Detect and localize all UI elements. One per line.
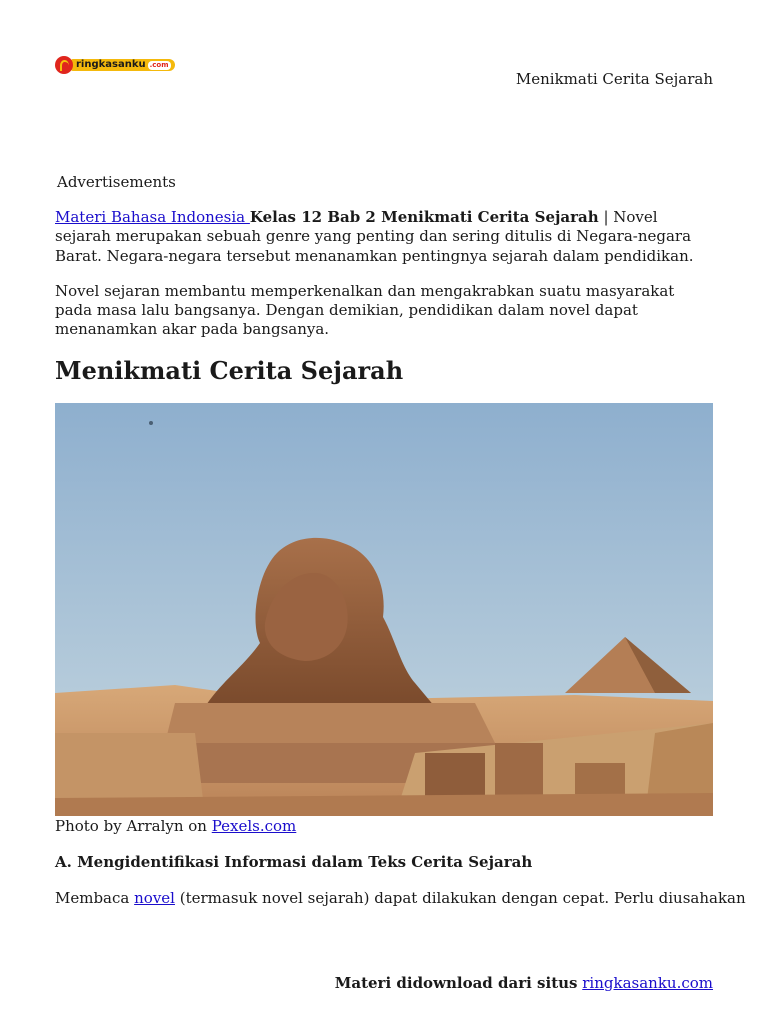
- footer-text: Materi didownload dari situs: [334, 974, 578, 992]
- materi-bahasa-indonesia-link[interactable]: Materi Bahasa Indonesia: [55, 208, 250, 226]
- header-title: Menikmati Cerita Sejarah: [515, 70, 713, 88]
- caption-prefix: Photo by Arralyn on: [55, 817, 212, 835]
- intro-bold-text: Kelas 12 Bab 2 Menikmati Cerita Sejarah: [249, 208, 599, 226]
- ads-label: Advertisements: [57, 173, 176, 191]
- intro-rest-text: Novel sejarah merupakan sebuah genre yang penting dan sering ditulis di Negara-negara Barat. Negara-negara tersebut menanamkan pentingnya sejarah dalam pendidikan.: [55, 208, 694, 265]
- paragraph3-after: (termasuk novel sejarah) dapat dilakukan dengan cepat. Perlu diusahakan: [174, 889, 746, 907]
- intro-separator: |: [598, 208, 614, 226]
- novel-link[interactable]: novel: [134, 889, 175, 907]
- logo-mark-icon: [55, 56, 73, 74]
- sphinx-photo: [55, 403, 713, 816]
- logo-suffix: .com: [149, 60, 169, 69]
- photo-caption: [55, 817, 296, 835]
- section-title: Menikmati Cerita Sejarah: [55, 356, 404, 385]
- footer: [335, 974, 713, 992]
- site-logo[interactable]: [55, 56, 175, 74]
- logo-text: ringkasanku: [76, 59, 146, 70]
- intro-paragraph: [55, 208, 715, 266]
- third-paragraph: [55, 889, 746, 907]
- footer-site-link[interactable]: ringkasanku.com: [582, 974, 713, 992]
- logo-wordmark: [71, 59, 175, 71]
- second-paragraph: Novel sejaran membantu memperkenalkan dan mengakrabkan suatu masyarakat pada masa lalu bangsanya. Dengan demikian, pendidikan dalam novel dapat menanamkan akar pada bangsanya.: [55, 281, 675, 339]
- article-body: [55, 208, 715, 356]
- pexels-link[interactable]: Pexels.com: [211, 817, 297, 835]
- paragraph3-before: Membaca: [55, 889, 135, 907]
- subheading: A. Mengidentifikasi Informasi dalam Teks Cerita Sejarah: [55, 853, 533, 871]
